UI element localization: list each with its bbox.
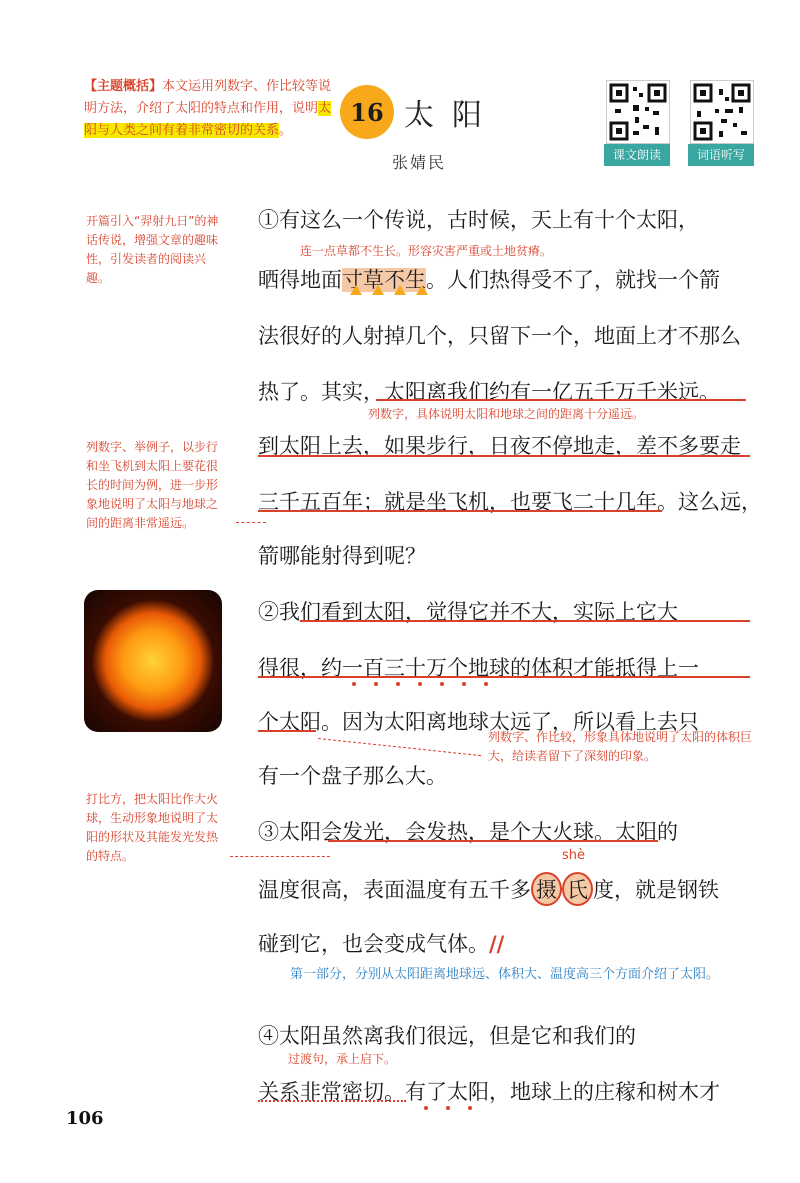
idiom-highlight: 寸草不生 (342, 268, 426, 292)
sun-image (84, 590, 222, 732)
triangle-mark (416, 285, 428, 295)
p1-line-3: 法很好的人射掉几个，只留下一个，地面上才不那么 (258, 324, 741, 348)
emphasis-dot (440, 682, 444, 686)
emphasis-dot (352, 682, 356, 686)
margin-note-2: 列数字、举例子，以步行和坐飞机到太阳上要花很长的时间为例，进一步形象地说明了太阳与地球之间的距离非常遥远。 (86, 440, 219, 530)
summary-highlight: 太阳与人类之间有着非常密切的关系 (84, 101, 332, 138)
underline (258, 676, 750, 678)
triangle-mark (394, 285, 406, 295)
author-name: 张婧民 (392, 153, 447, 172)
qr-caption: 课文朗读 (604, 144, 670, 166)
emphasis-dot (484, 682, 488, 686)
lesson-number-badge: 16 (340, 85, 394, 139)
p1-line-4: 热了。其实，太阳离我们约有一亿五千万千米远。 (258, 380, 720, 404)
p1-line-2: 晒得地面寸草不生。人们热得受不了，就找一个箭 (258, 268, 720, 292)
lesson-title: 太阳 (404, 98, 500, 133)
emphasis-dot (424, 1106, 428, 1110)
triangle-mark (372, 285, 384, 295)
p2-line-4: 有一个盘子那么大。 (258, 764, 447, 788)
wavy-underline (258, 1100, 406, 1102)
inline-note-distance: 列数字，具体说明太阳和地球之间的距离十分遥远。 (368, 407, 645, 421)
underline (300, 620, 750, 622)
qr-caption: 词语听写 (688, 144, 754, 166)
qr-code-icon (606, 80, 670, 144)
p3-line-3: 碰到它，也会变成气体。// (258, 931, 505, 956)
underline (258, 730, 316, 732)
p3-line-1: ③太阳会发光，会发热，是个大火球。太阳的 (258, 820, 678, 844)
circled-char-shi: 氏 (562, 872, 593, 906)
page-number: 106 (66, 1108, 104, 1129)
emphasis-dot (446, 1106, 450, 1110)
underline (328, 840, 658, 842)
p4-line-1: ④太阳虽然离我们很远，但是它和我们的 (258, 1024, 636, 1048)
inline-note-volume: 列数字、作比较，形象具体地说明了太阳的体积巨大，给读者留下了深刻的印象。 (488, 730, 753, 763)
p1-line-6: 三千五百年；就是坐飞机，也要飞二十几年。这么远， (258, 490, 762, 514)
p2-line-1: ②我们看到太阳，觉得它并不大，实际上它大 (258, 600, 678, 624)
underline (258, 455, 750, 457)
qr-reading[interactable] (604, 80, 670, 166)
inline-note-cuncao: 连一点草都不生长。形容灾害严重或土地贫瘠。 (300, 244, 553, 258)
connector-line (236, 522, 266, 523)
part1-summary: 第一部分，分别从太阳距离地球远、体积大、温度高三个方面介绍了太阳。 (290, 967, 720, 982)
underline (376, 399, 746, 401)
p2-line-3: 个太阳。因为太阳离地球太远了，所以看上去只 (258, 710, 699, 734)
pinyin-she: shè (562, 848, 586, 863)
theme-summary: 【主题概括】本文运用列数字、作比较等说明方法，介绍了太阳的特点和作用，说明太阳与人类之间有着非常密切的关系。 (84, 79, 332, 138)
qr-dictation[interactable] (688, 80, 754, 166)
connector-line (230, 856, 330, 857)
inline-note-transition: 过渡句，承上启下。 (288, 1052, 397, 1066)
summary-text: 本文运用列数字、作比较等说明方法，介绍了太阳的特点和作用，说明 (84, 79, 332, 116)
p1-line-1: ①有这么一个传说，古时候，天上有十个太阳， (258, 208, 699, 232)
emphasis-dot (374, 682, 378, 686)
part-divider-mark: // (489, 931, 505, 956)
margin-note-3: 打比方，把太阳比作大火球，生动形象地说明了太阳的形状及其能发光发热的特点。 (86, 792, 219, 863)
p1-line-5: 到太阳上去，如果步行，日夜不停地走，差不多要走 (258, 434, 741, 458)
connector-line (318, 738, 481, 756)
underline (258, 510, 662, 512)
qr-code-icon (690, 80, 754, 144)
p3-line-2: 温度很高，表面温度有五千多 摄 氏 度，就是钢铁 (258, 872, 719, 906)
emphasis-dot (468, 1106, 472, 1110)
p1-line-7: 箭哪能射得到呢？ (258, 544, 426, 568)
summary-tag: 【主题概括】 (84, 79, 163, 94)
p4-line-2: 关系非常密切。有了太阳，地球上的庄稼和树木才 (258, 1080, 720, 1104)
circled-char-she: 摄 (531, 872, 562, 906)
triangle-mark (350, 285, 362, 295)
p2-line-2: 得很，约一百三十万个地球的体积才能抵得上一 (258, 656, 699, 680)
emphasis-dot (462, 682, 466, 686)
margin-note-1: 开篇引入“羿射九日”的神话传说，增强文章的趣味性，引发读者的阅读兴趣。 (86, 214, 219, 285)
emphasis-dot (418, 682, 422, 686)
emphasis-dot (396, 682, 400, 686)
